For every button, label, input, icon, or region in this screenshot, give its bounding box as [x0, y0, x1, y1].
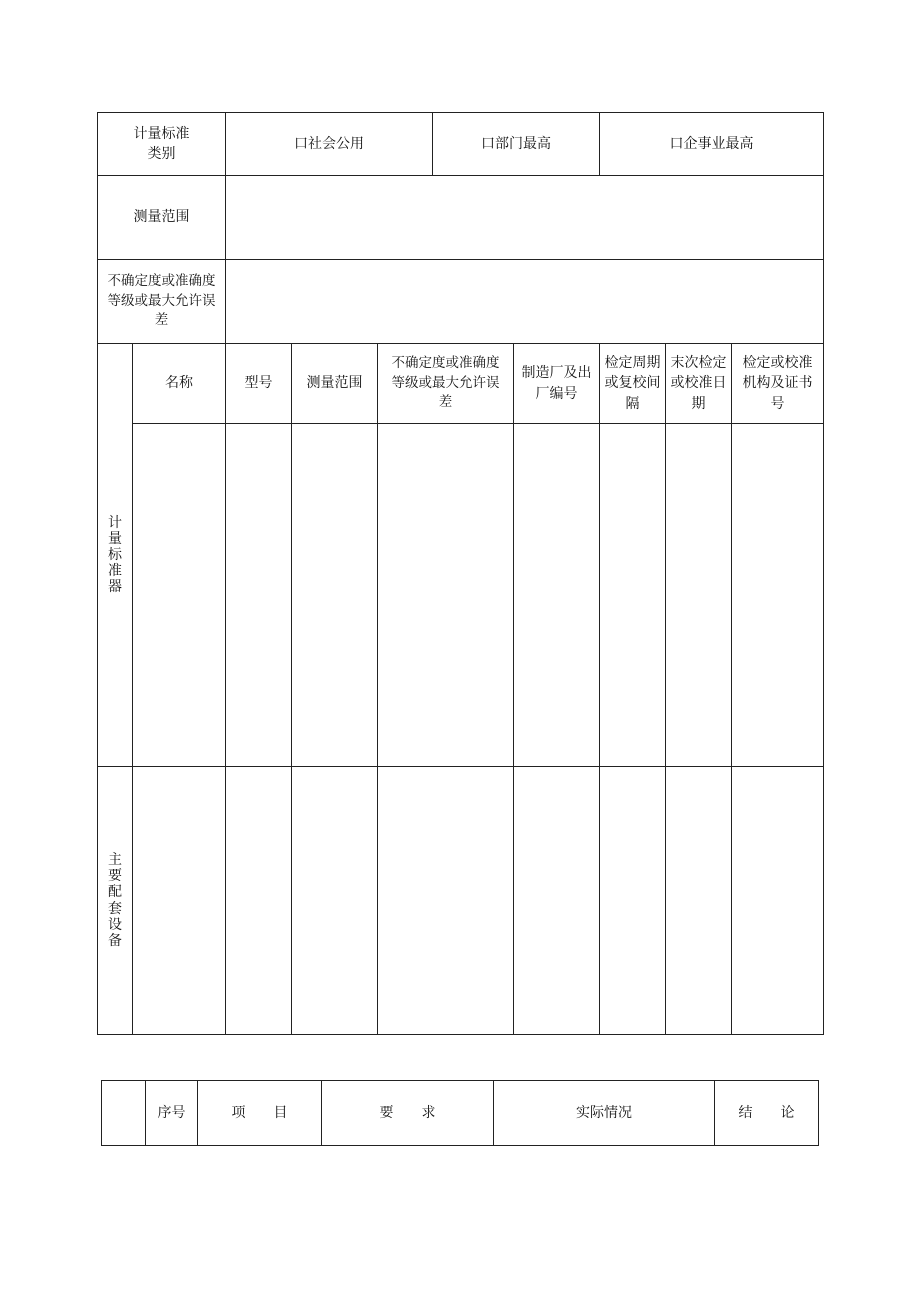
equipment-row-model[interactable] — [225, 766, 292, 1035]
header-institution-line-1: 检定或校准 — [742, 355, 813, 372]
section-equipment-char-2: 要 — [108, 868, 122, 885]
inspection-header-item-label: 项 目 — [231, 1104, 288, 1121]
section-equipment-char-5: 设 — [108, 916, 122, 933]
category-label-line-2: 类别 — [147, 146, 176, 162]
header-period-line-3: 隔 — [625, 395, 640, 412]
uncertainty-label-line-3: 差 — [154, 312, 169, 329]
header-range-label: 测量范围 — [306, 375, 363, 392]
standard-row-last-date[interactable] — [665, 423, 732, 767]
header-name-label: 名称 — [165, 375, 193, 392]
section-equipment-char-3: 配 — [108, 884, 122, 901]
header-model — [225, 343, 292, 424]
header-manufacturer — [513, 343, 600, 424]
standard-row-uncertainty[interactable] — [377, 423, 514, 767]
category-option-department-label: 口部门最高 — [481, 135, 551, 152]
header-period-line-1: 检定周期 — [604, 355, 661, 372]
inspection-header-item — [197, 1080, 322, 1146]
inspection-header-requirement-label: 要 求 — [379, 1104, 436, 1121]
inspection-header-index-label: 序号 — [157, 1104, 186, 1121]
header-model-label: 型号 — [244, 375, 273, 392]
header-manufacturer-line-1: 制造厂及出 — [521, 365, 592, 382]
standard-row-institution[interactable] — [731, 423, 824, 767]
category-label-line-1: 计量标准 — [133, 125, 190, 142]
inspection-header-conclusion-label: 结 论 — [738, 1104, 795, 1121]
section-equipment-char-4: 套 — [108, 900, 122, 917]
equipment-row-period[interactable] — [599, 766, 666, 1035]
section-standard-char-4: 准 — [108, 563, 122, 580]
section-equipment-label — [97, 766, 133, 1035]
header-manufacturer-line-2: 厂编号 — [535, 385, 578, 402]
inspection-header-blank — [101, 1080, 146, 1146]
header-uncertainty-line-3: 差 — [438, 394, 453, 411]
standard-row-period[interactable] — [599, 423, 666, 767]
category-option-public-label: 口社会公用 — [294, 135, 364, 152]
header-name — [132, 343, 226, 424]
inspection-header-actual-label: 实际情况 — [576, 1104, 632, 1121]
equipment-row-name[interactable] — [132, 766, 226, 1035]
uncertainty-value-cell[interactable] — [225, 259, 824, 344]
header-uncertainty — [377, 343, 514, 424]
measurement-range-value-cell[interactable] — [225, 175, 824, 260]
equipment-row-range[interactable] — [291, 766, 378, 1035]
section-equipment-char-1: 主 — [108, 852, 122, 869]
section-standard-char-5: 器 — [108, 579, 122, 596]
standard-row-manufacturer[interactable] — [513, 423, 600, 767]
section-standard-char-1: 计 — [108, 514, 122, 531]
category-option-department[interactable] — [432, 112, 600, 176]
equipment-row-manufacturer[interactable] — [513, 766, 600, 1035]
section-equipment-char-6: 备 — [108, 932, 122, 949]
category-option-enterprise-label: 口企事业最高 — [669, 135, 754, 152]
section-standard-char-3: 标 — [108, 546, 122, 563]
standard-row-range[interactable] — [291, 423, 378, 767]
uncertainty-label-line-1: 不确定度或准确度 — [107, 273, 216, 290]
inspection-header-requirement — [321, 1080, 494, 1146]
category-label-cell — [97, 112, 226, 176]
header-uncertainty-line-2: 等级或最大允许误 — [391, 374, 500, 391]
inspection-header-index — [145, 1080, 198, 1146]
category-option-enterprise[interactable] — [599, 112, 824, 176]
standard-row-name[interactable] — [132, 423, 226, 767]
header-uncertainty-line-1: 不确定度或准确度 — [391, 355, 500, 372]
section-standard-label — [97, 343, 133, 767]
header-institution-line-3: 号 — [770, 395, 785, 412]
measurement-range-label: 测量范围 — [133, 209, 190, 226]
measurement-range-label-cell — [97, 175, 226, 260]
equipment-row-institution[interactable] — [731, 766, 824, 1035]
equipment-row-uncertainty[interactable] — [377, 766, 514, 1035]
header-institution-line-2: 机构及证书 — [742, 375, 813, 392]
header-period-line-2: 或复校间 — [604, 375, 661, 392]
inspection-header-conclusion — [714, 1080, 819, 1146]
uncertainty-label-cell — [97, 259, 226, 344]
header-last-date-line-2: 或校准日 — [670, 375, 727, 392]
section-standard-char-2: 量 — [108, 530, 122, 547]
inspection-header-actual — [493, 1080, 715, 1146]
header-last-date-line-3: 期 — [691, 395, 706, 412]
header-range — [291, 343, 378, 424]
header-last-date — [665, 343, 732, 424]
category-option-public[interactable] — [225, 112, 433, 176]
header-last-date-line-1: 末次检定 — [670, 355, 727, 372]
header-period — [599, 343, 666, 424]
uncertainty-label-line-2: 等级或最大允许误 — [107, 292, 216, 309]
header-institution — [731, 343, 824, 424]
equipment-row-last-date[interactable] — [665, 766, 732, 1035]
standard-row-model[interactable] — [225, 423, 292, 767]
